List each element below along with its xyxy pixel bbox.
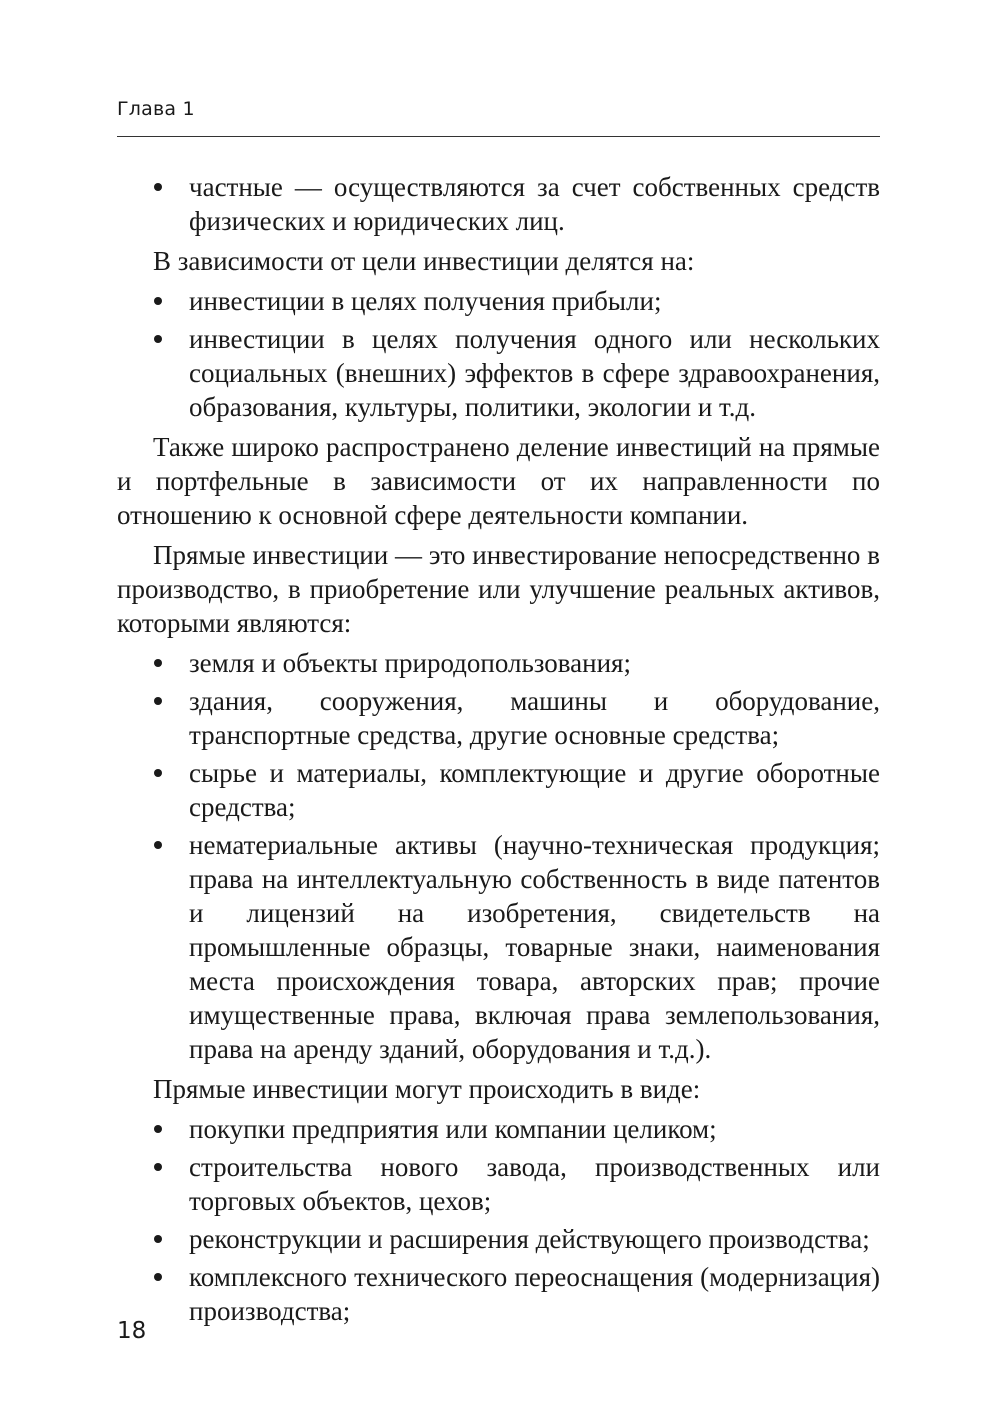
bullet-dot-icon [154,183,162,191]
bullet-dot-icon [154,335,162,343]
bullet-item [153,1150,880,1218]
bullet-item [153,1222,880,1256]
body-paragraph: Также широко распространено деление инвестиций на прямые и портфельные в зависимости от их направленности по отношению к основной сфере деятельности компании. [117,432,880,530]
bullet-item [153,170,880,238]
bullet-list [153,170,880,238]
bullet-text: инвестиции в целях получения одного или нескольких социальных (внешних) эффектов в сфере здравоохранения, образования, культуры, политики, экологии и т.д. [189,324,880,422]
bullet-dot-icon [154,659,162,667]
bullet-dot-icon [154,697,162,705]
bullet-text: комплексного технического переоснащения (модернизация) производства; [189,1262,880,1326]
bullet-text: реконструкции и расширения действующего производства; [189,1224,870,1254]
bullet-text: земля и объекты природопользования; [189,648,631,678]
bullet-dot-icon [154,769,162,777]
bullet-text: покупки предприятия или компании целиком; [189,1114,717,1144]
bullet-dot-icon [154,1273,162,1281]
bullet-list [153,646,880,1066]
bullet-text: сырье и материалы, комплектующие и другие оборотные средства; [189,758,880,822]
bullet-dot-icon [154,1163,162,1171]
bullet-item [153,828,880,1066]
bullet-item [153,322,880,424]
bullet-item [153,756,880,824]
header-divider [117,136,880,137]
bullet-dot-icon [154,1125,162,1133]
bullet-text: инвестиции в целях получения прибыли; [189,286,662,316]
list-intro-paragraph: Прямые инвестиции могут происходить в виде: [153,1074,701,1104]
bullet-dot-icon [154,297,162,305]
bullet-dot-icon [154,1235,162,1243]
bullet-item [153,1260,880,1328]
bullet-text: здания, сооружения, машины и оборудование, транспортные средства, другие основные средства; [189,686,880,750]
bullet-list [153,1112,880,1328]
bullet-text: частные — осуществляются за счет собственных средств физических и юридических лиц. [189,172,880,236]
bullet-dot-icon [154,841,162,849]
chapter-header: Глава 1 [117,98,195,120]
list-intro-paragraph: В зависимости от цели инвестиции делятся на: [153,246,695,276]
bullet-item [153,1112,880,1146]
bullet-list [153,284,880,424]
body-paragraph: Прямые инвестиции — это инвестирование непосредственно в производство, в приобретение или улучшение реальных активов, которыми являются: [117,540,880,638]
bullet-item [153,646,880,680]
bullet-item [153,284,880,318]
bullet-item [153,684,880,752]
bullet-text: строительства нового завода, производственных или торговых объектов, цехов; [189,1152,880,1216]
bullet-text: нематериальные активы (научно-техническая продукция; права на интеллектуальную собственность в виде патентов и лицензий на изобретения, свидетельств на промышленные образцы, товарные знаки, наименования места происхождения товара, авторских прав; прочие имущественные права, включая права землепользования, права на аренду зданий, оборудования и т.д.). [189,830,880,1064]
page-number: 18 [117,1318,147,1344]
